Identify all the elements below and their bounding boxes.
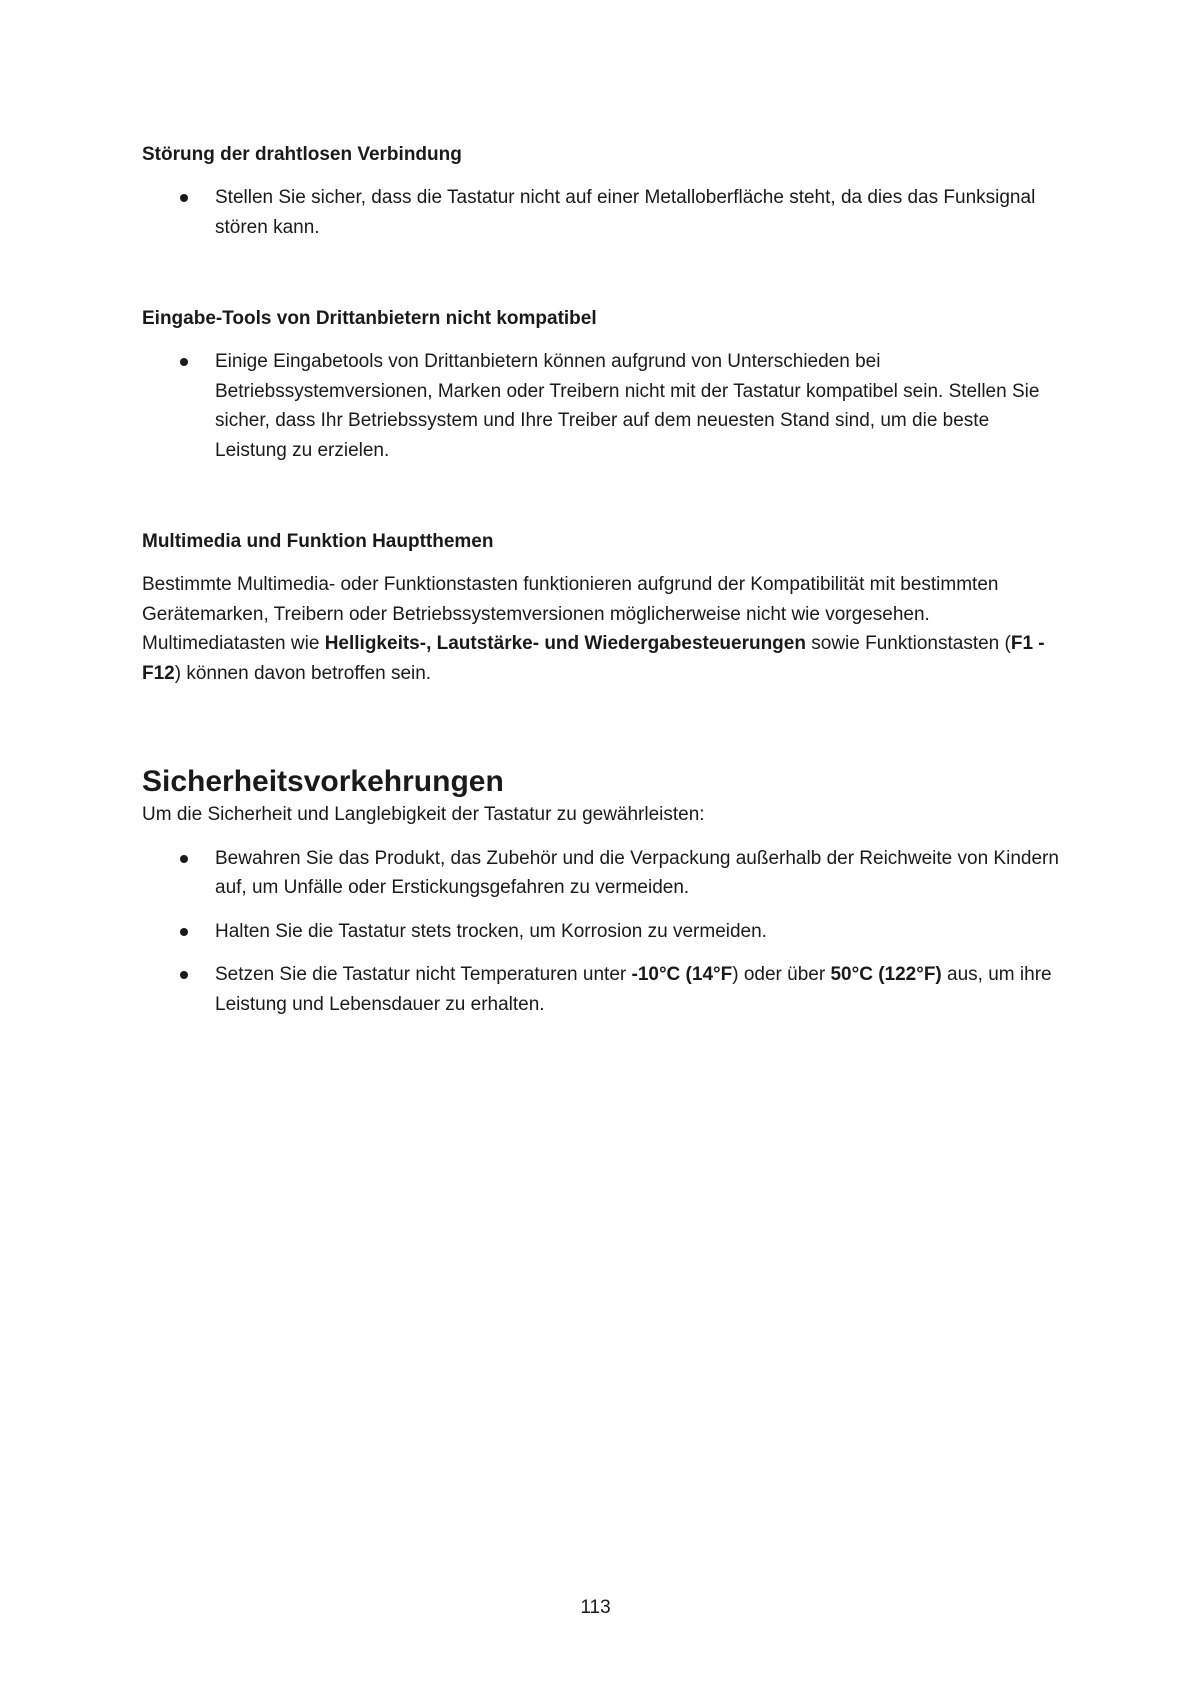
bullet-icon [180, 928, 188, 936]
list-item-text: Halten Sie die Tastatur stets trocken, um Korrosion zu vermeiden. [215, 920, 767, 942]
paragraph-bold-text: F1 - F12 [142, 633, 1045, 684]
safety-title: Sicherheitsvorkehrungen [142, 765, 504, 798]
bullet-list-wireless [142, 183, 1062, 242]
bullet-icon [180, 971, 188, 979]
list-item-text-part: aus, um ihre Leistung und Lebensdauer zu erhalten. [215, 964, 1052, 1015]
list-item-text-part: ) oder über [732, 964, 831, 985]
page-content [142, 140, 1062, 1019]
list-item [142, 183, 1062, 242]
list-item-text: Stellen Sie sicher, dass die Tastatur nicht auf einer Metalloberfläche steht, da dies das Funksignal stören kann. [215, 187, 1036, 238]
bullet-icon [180, 855, 188, 863]
paragraph-text: Bestimmte Multimedia- oder Funktionstasten funktionieren aufgrund der Kompatibilität mit bestimmten Gerätemarken, Treibern oder Betriebssystemversionen möglicherweise nicht wie vorgesehen. Multimediatasten wie [142, 574, 999, 654]
bullet-icon [180, 194, 188, 202]
page-number: 113 [580, 1597, 611, 1618]
multimedia-paragraph [142, 570, 1062, 688]
list-item-text [215, 964, 1052, 1015]
paragraph-text: sowie Funktionstasten ( [805, 633, 1011, 654]
section-heading-third-party-tools: Eingabe-Tools von Drittanbietern nicht kompatibel [142, 308, 597, 329]
list-item-text-part: Setzen Sie die Tastatur nicht Temperaturen unter [215, 964, 632, 985]
list-item-text: Einige Eingabetools von Drittanbietern können aufgrund von Unterschieden bei Betriebssystemversionen, Marken oder Treibern nicht mit der Tastatur kompatibel sein. Stellen Sie sicher, dass Ihr Betriebssystem und Ihre Treiber auf dem neuesten Stand sind, um die beste Leistung zu erzielen. [215, 351, 1040, 461]
list-item [142, 347, 1062, 465]
paragraph-text: ) können davon betroffen sein. [174, 662, 432, 684]
list-item [142, 960, 1062, 1019]
list-item [142, 917, 1062, 947]
list-item-bold-text: 50°C (122°F) [830, 964, 942, 985]
safety-intro: Um die Sicherheit und Langlebigkeit der Tastatur zu gewährleisten: [142, 804, 705, 825]
list-item [142, 844, 1062, 903]
list-item-bold-text: -10°C (14°F [631, 964, 733, 985]
section-heading-multimedia: Multimedia und Funktion Hauptthemen [142, 531, 494, 552]
paragraph-bold-text: Helligkeits-, Lautstärke- und Wiedergabesteuerungen [324, 633, 806, 654]
bullet-list-safety [142, 844, 1062, 1020]
list-item-text: Bewahren Sie das Produkt, das Zubehör und die Verpackung außerhalb der Reichweite von Kindern auf, um Unfälle oder Erstickungsgefahren zu vermeiden. [215, 847, 1059, 898]
section-heading-wireless: Störung der drahtlosen Verbindung [142, 144, 462, 165]
bullet-icon [180, 358, 188, 366]
bullet-list-third-party-tools [142, 347, 1062, 465]
